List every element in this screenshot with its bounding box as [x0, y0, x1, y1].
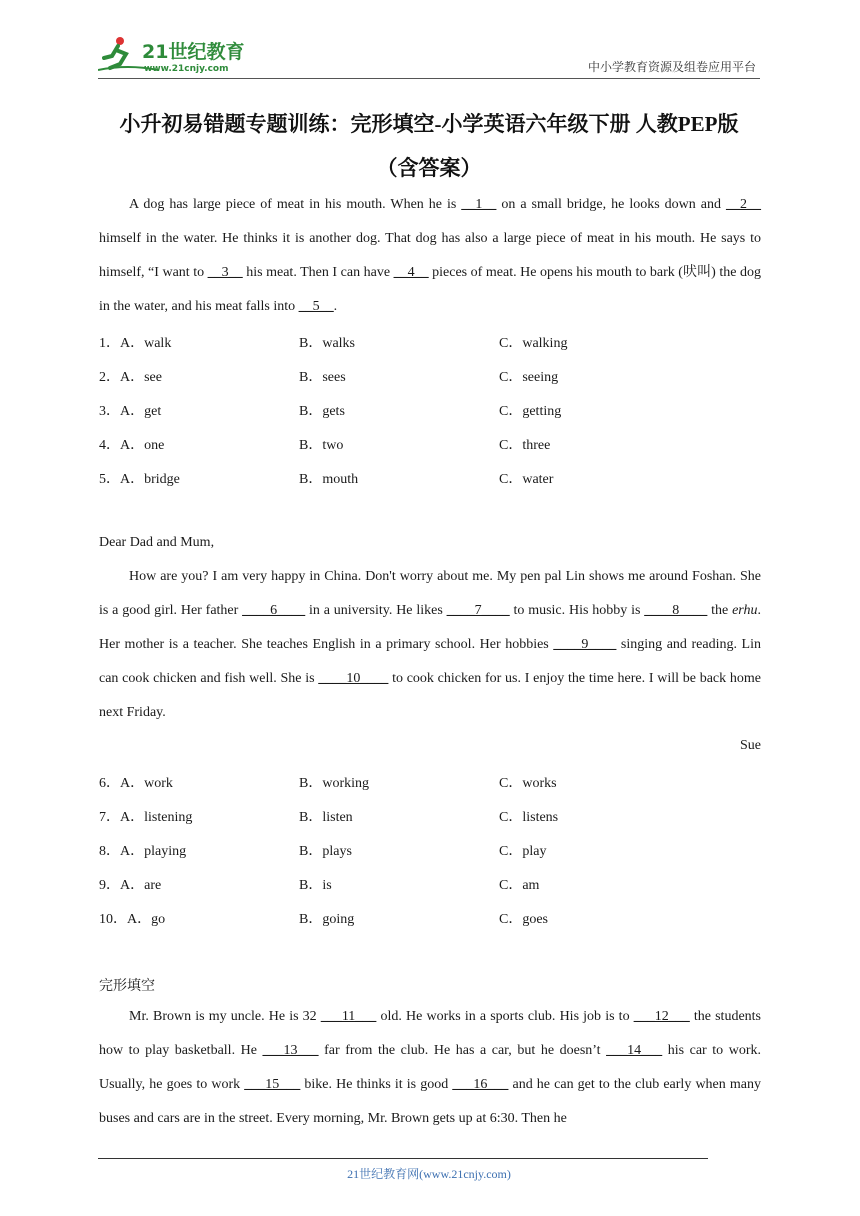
option-1c: C．walking [499, 336, 568, 351]
letter-greeting: Dear Dad and Mum, [99, 535, 215, 550]
option-5c: C．water [499, 472, 554, 487]
blank-12: ___12___ [633, 1009, 690, 1024]
passage-1: A dog has large piece of meat in his mouth. When he is __1__ on a small bridge, he looks down and __2__ himself in the water. He thinks it is another dog. That dog has also a large piece of meat in his mouth. He says to himself, “I want to __3__ his meat. Then I can have __4__ pieces of meat. He opens his mouth to bark (吠叫) the dog in the water, and his meat falls into __5__. [99, 197, 761, 314]
option-6c: C．works [499, 776, 557, 791]
question-5: 5．A．bridge [99, 472, 180, 487]
option-9b: B．is [299, 878, 332, 893]
option-1b: B．walks [299, 336, 355, 351]
blank-4: __4__ [393, 265, 429, 280]
logo-url: www.21cnjy.com [144, 64, 229, 74]
option-7b: B．listen [299, 810, 353, 825]
passage-3: Mr. Brown is my uncle. He is 32 ___11___ old. He works in a sports club. His job is to ___12___ the students how to play basketball. He ___13___ far from the club. He has a car, but he doesn’t ___14___ his car to work. Usually, he goes to work ___15___ bike. He thinks it is good ___16___ and he can get to the club early when many buses and cars are in the street. Every morning, Mr. Brown gets up at 6:30. Then he [99, 1009, 762, 1126]
section-heading: 完形填空 [99, 979, 155, 994]
question-10: 10．A．go [99, 912, 166, 927]
blank-13: ___13___ [262, 1043, 319, 1058]
passage-2: How are you? I am very happy in China. Don't worry about me. My pen pal Lin shows me around Foshan. She is a good girl. Her father ____6____ in a university. He likes ____7____ to music. His hobby is ____8____ the erhu. Her mother is a teacher. She teaches English in a primary school. Her hobbies ____9____ singing and reading. Lin can cook chicken and fish well. She is ____10____ to cook chicken for us. I enjoy the time here. I will be back home next Friday. [99, 569, 762, 720]
option-10c: C．goes [499, 912, 548, 927]
page-subtitle: （含答案） [376, 156, 482, 180]
blank-7: ____7____ [446, 603, 510, 618]
option-2c: C．seeing [499, 370, 559, 385]
question-1: 1．A．walk [99, 336, 172, 351]
option-7c: C．listens [499, 810, 559, 825]
logo [98, 34, 268, 74]
question-6: 6．A．work [99, 776, 173, 791]
question-7: 7．A．listening [99, 810, 193, 825]
question-8: 8．A．playing [99, 844, 187, 859]
blank-6: ____6____ [242, 603, 306, 618]
option-9c: C．am [499, 878, 540, 893]
blank-8: ____8____ [644, 603, 708, 618]
option-2b: B．sees [299, 370, 346, 385]
footer-divider [98, 1158, 708, 1159]
option-3b: B．gets [299, 404, 345, 419]
blank-5: __5__ [298, 299, 334, 314]
blank-14: ___14___ [606, 1043, 663, 1058]
blank-16: ___16___ [452, 1077, 509, 1092]
page-footer: 21世纪教育网(www.21cnjy.com) [347, 1167, 511, 1181]
header-tagline: 中小学教育资源及组卷应用平台 [587, 60, 756, 74]
page-header [98, 34, 760, 79]
option-5b: B．mouth [299, 472, 359, 487]
blank-9: ____9____ [553, 637, 617, 652]
option-6b: B．working [299, 776, 369, 791]
blank-3: __3__ [207, 265, 243, 280]
blank-2: __2__ [726, 197, 761, 212]
logo-text: 21世纪教育 [142, 41, 245, 63]
option-4b: B．two [299, 438, 344, 453]
question-2: 2．A．see [99, 370, 162, 385]
blank-15: ___15___ [244, 1077, 301, 1092]
blank-11: ___11___ [320, 1009, 377, 1024]
option-4c: C．three [499, 438, 551, 453]
question-9: 9．A．are [99, 878, 162, 893]
option-3c: C．getting [499, 404, 562, 419]
option-8b: B．plays [299, 844, 352, 859]
question-3: 3．A．get [99, 404, 162, 419]
question-4: 4．A．one [99, 438, 165, 453]
blank-10: ____10____ [318, 671, 389, 686]
letter-signature: Sue [740, 738, 761, 753]
option-8c: C．play [499, 844, 547, 859]
option-10b: B．going [299, 912, 355, 927]
page-title: 小升初易错题专题训练：完形填空-小学英语六年级下册 人教PEP版 [119, 112, 739, 136]
blank-1: __1__ [461, 197, 497, 212]
